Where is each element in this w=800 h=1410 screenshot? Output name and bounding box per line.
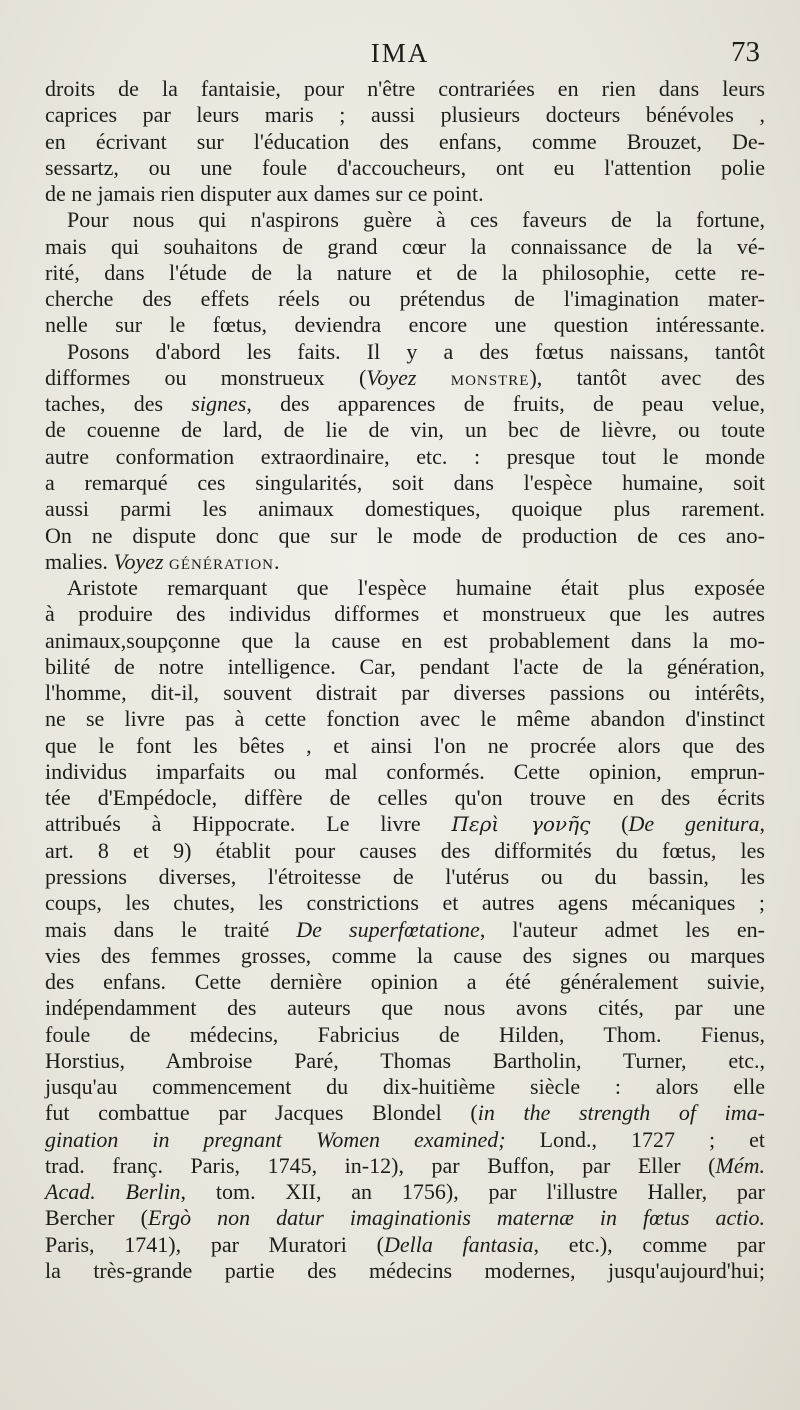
text-line: Acad. Berlin, tom. XII, an 1756), par l'illustre Haller, par [45,1179,765,1205]
text-line: droits de la fantaisie, pour n'être contrariées en rien dans leurs [45,76,765,101]
small-caps-term: GÉNÉRATION [169,556,275,573]
text-line: l'homme, dit-il, souvent distrait par diverses passions ou intérêts, [45,680,765,706]
text-line: individus imparfaits ou mal conformés. Cette opinion, emprun- [45,758,765,784]
text-line: taches, des signes, des apparences de fruits, de peau velue, [45,391,765,417]
english-title: in the strength of ima- [477,1100,765,1126]
text-line: a remarqué ces singularités, soit dans l'espèce humaine, soit [45,469,765,495]
text-line: indépendamment des auteurs que nous avons cités, par une [45,995,765,1021]
text-line: que le font les bêtes , et ainsi l'on ne procrée alors que des [45,732,765,758]
text-line: vies des femmes grosses, comme la cause des signes ou marques [45,942,765,968]
text-line: ne se livre pas à cette fonction avec le même abandon d'instinct [45,706,765,732]
page-number: 73 [731,36,760,68]
running-head: IMA [370,38,430,68]
text-line: trad. franç. Paris, 1745, in-12), par Buffon, par Eller (Mém. [45,1152,765,1178]
cross-reference: Voyez [113,548,164,574]
text-line: gination in pregnant Women examined; Lond., 1727 ; et [45,1126,765,1152]
text-line: malies. Voyez GÉNÉRATION. [45,548,280,574]
paragraph-first-line: Posons d'abord les faits. Il y a des fœtus naissans, tantôt [67,338,765,364]
text-line: autre conformation extraordinaire, etc. : presque tout le monde [45,443,765,469]
text-line: On ne dispute donc que sur le mode de production de ces ano- [45,522,765,548]
latin-title: De genitura [628,811,760,837]
text-line: cherche des effets réels ou prétendus de l'imagination mater- [45,286,765,312]
text-line: sessartz, ou une foule d'accoucheurs, ont eu l'attention polie [45,154,765,180]
english-title: gination in pregnant Women examined; [45,1126,506,1152]
text-line: pressions diverses, l'étroitesse de l'utérus ou du bassin, les [45,863,765,889]
text-line: coups, les chutes, les constrictions et autres agens mécaniques ; [45,890,765,916]
journal-title: Acad. Berlin [45,1179,181,1205]
paragraph-first-line: Pour nous qui n'aspirons guère à ces faveurs de la fortune, [67,207,765,233]
text-line: de couenne de lard, de lie de vin, un bec de lièvre, ou toute [45,417,765,443]
text-line: jusqu'au commencement du dix-huitième siècle : alors elle [45,1074,765,1100]
text-line: caprices par leurs maris ; aussi plusieurs docteurs bénévoles , [45,102,765,128]
body-text [45,76,765,1284]
text-line: Paris, 1741), par Muratori (Della fantasia, etc.), comme par [45,1231,766,1257]
italic-term: signes [191,391,247,417]
text-line: mais qui souhaitons de grand cœur la connaissance de la vé- [45,233,765,259]
text-line: Bercher (Ergò non datur imaginationis maternæ in fœtus actio. [45,1205,765,1231]
text-line: mais dans le traité De superfœtatione, l'auteur admet les en- [45,916,765,942]
text-line: nelle sur le fœtus, deviendra encore une question intéressante. [45,312,765,338]
text-line: des enfans. Cette dernière opinion a été généralement suivie, [45,969,765,995]
text-line: animaux,soupçonne que la cause en est probablement dans la mo- [45,627,765,653]
paragraph-first-line: Aristote remarquant que l'espèce humaine était plus exposée [67,575,765,601]
text-line: attribués à Hippocrate. Le livre Περὶ γονῆς (De genitura, [45,811,765,837]
latin-title: De superfœtatione [296,916,480,942]
text-line: aussi parmi les animaux domestiques, quoique plus rarement. [45,496,765,522]
text-line: à produire des individus difformes et monstrueux que les autres [45,601,765,627]
greek-title: Περὶ γονῆς [451,812,591,837]
latin-title: Ergò non datur imaginationis maternæ in fœtus actio. [147,1205,765,1231]
text-line: de ne jamais rien disputer aux dames sur ce point. [45,181,484,207]
text-line: foule de médecins, Fabricius de Hilden, Thom. Fienus, [45,1021,765,1047]
text-line: fut combattue par Jacques Blondel (in the strength of ima- [45,1100,765,1126]
small-caps-term: MONSTRE [450,372,530,389]
text-line: art. 8 et 9) établit pour causes des difformités du fœtus, les [45,837,765,863]
text-line: la très-grande partie des médecins modernes, jusqu'aujourd'hui; [45,1257,765,1283]
journal-title: Mém. [715,1152,765,1178]
page-header [0,34,800,74]
text-line: en écrivant sur l'éducation des enfans, comme Brouzet, De- [45,128,765,154]
text-line: difformes ou monstrueux (Voyez MONSTRE), tantôt avec des [45,364,765,390]
text-line: tée d'Empédocle, diffère de celles qu'on trouve en des écrits [45,785,765,811]
text-line: bilité de notre intelligence. Car, pendant l'acte de la génération, [45,653,765,679]
text-line: Horstius, Ambroise Paré, Thomas Bartholin, Turner, etc., [45,1047,765,1073]
italian-title: Della fantasia [383,1231,534,1257]
text-line: rité, dans l'étude de la nature et de la philosophie, cette re- [45,259,765,285]
cross-reference: Voyez [366,364,417,390]
